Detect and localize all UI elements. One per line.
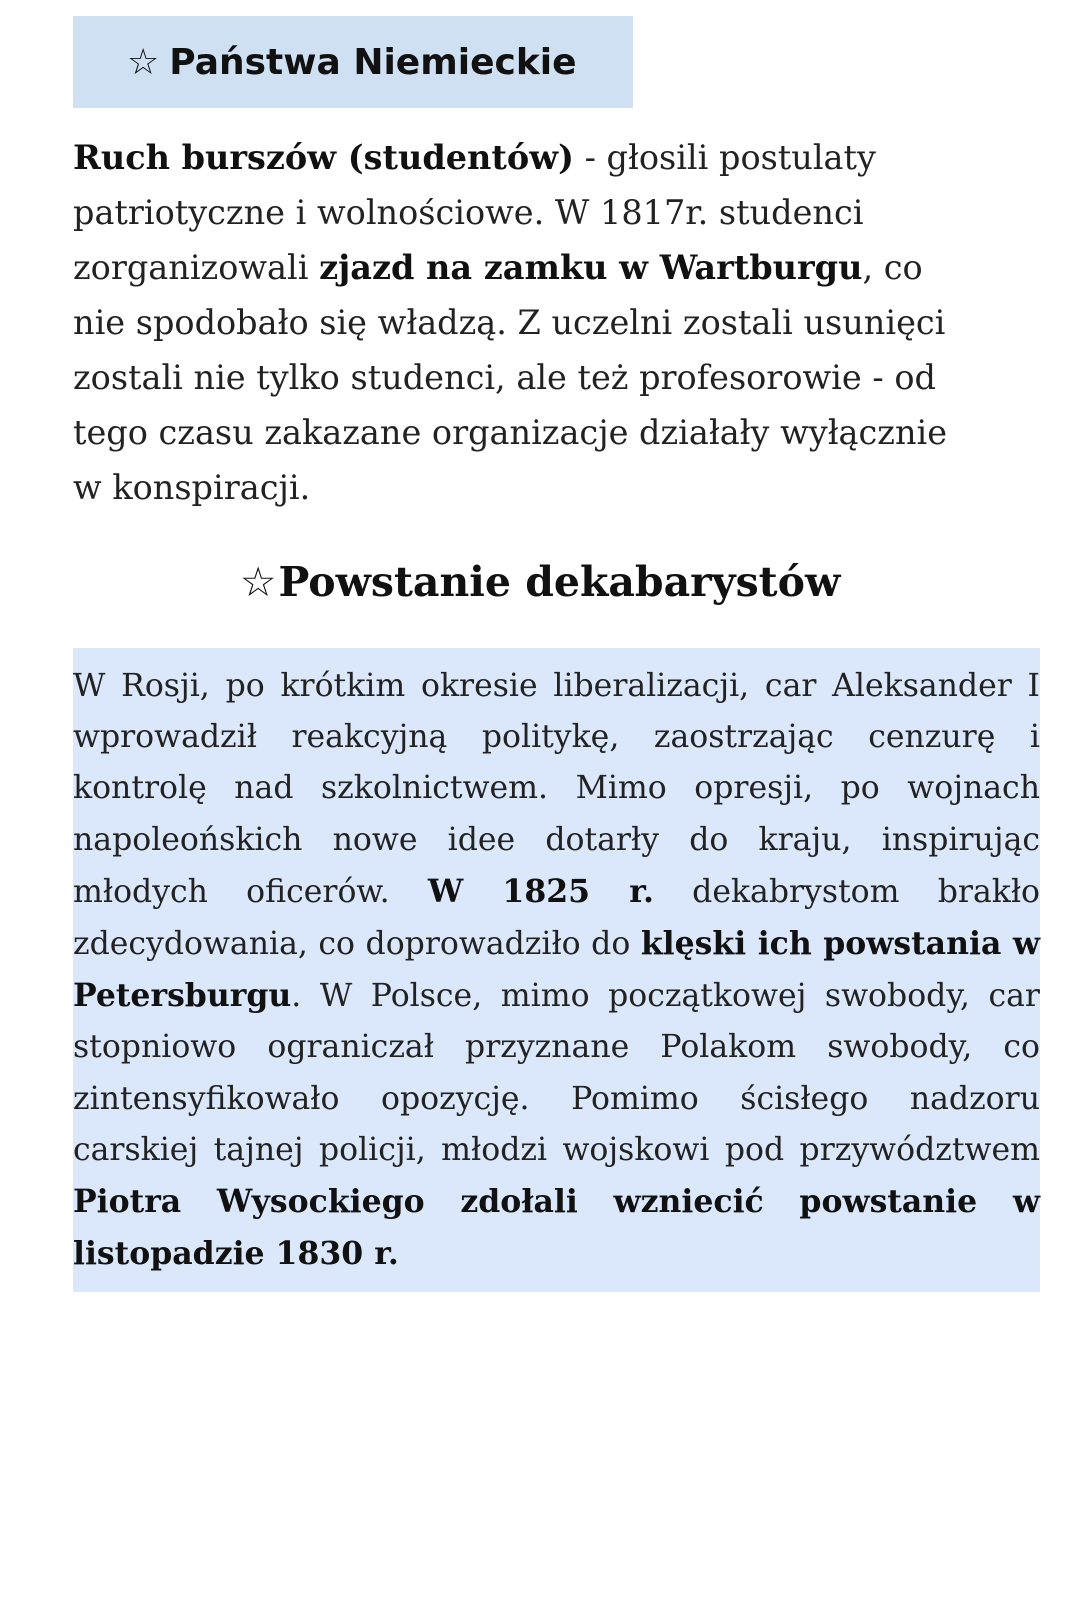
star-icon: ☆	[127, 41, 160, 83]
bold-term-1825: W 1825 r.	[427, 872, 654, 910]
paragraph-text: . W Polsce, mimo początkowej swobody, car stopniowo ograniczał przyznane Polakom swobody, co zintensyfikowało opozycję. Pomimo ścisłego nadzoru carskiej tajnej policji, młodzi wojskowi pod przywództwem	[73, 978, 1040, 1168]
paragraph-text: , co nie spodobało się władzą. Z uczelni zostali usunięci zostali nie tylko studenci, ale też profesorowie - od tego czasu zakazane organizacje działały wyłącznie w konspiracji.	[73, 248, 948, 507]
bold-term-ruch-burszow: Ruch burszów (studentów)	[73, 138, 574, 177]
paragraph-dekabrysci	[73, 661, 1040, 1280]
section-heading-text: Powstanie dekabarystów	[278, 558, 841, 606]
paragraph-text: - głosili postulaty patriotyczne i wolnościowe. W 1817r. studenci zorganizowali	[73, 138, 876, 287]
bold-term-zjazd-wartburg: zjazd na zamku w Wartburgu	[319, 248, 863, 287]
paragraph-text: dekabrystom brakło zdecydowania, co doprowadziło do	[73, 873, 1040, 963]
section-heading-panstwa-niemieckie	[73, 16, 633, 108]
paragraph-ruch-burszow	[73, 130, 973, 515]
paragraph-text: W Rosji, po krótkim okresie liberalizacji, car Aleksander I wprowadził reakcyjną politykę, zaostrzając cenzurę i kontrolę nad szkolnictwem. Mimo opresji, po wojnach napoleońskich nowe idee dotarły do kraju, inspirując młodych oficerów.	[73, 668, 1040, 910]
section-heading-powstanie-dekabarystow	[0, 558, 1080, 606]
section-heading-text: Państwa Niemieckie	[169, 41, 577, 83]
bold-term-kleska-powstania: klęski ich powstania w Petersburgu	[73, 925, 1040, 1015]
bold-term-piotr-wysocki: Piotra Wysockiego zdołali wzniecić powstanie w listopadzie 1830 r.	[73, 1183, 1040, 1273]
star-icon: ☆	[239, 558, 277, 606]
